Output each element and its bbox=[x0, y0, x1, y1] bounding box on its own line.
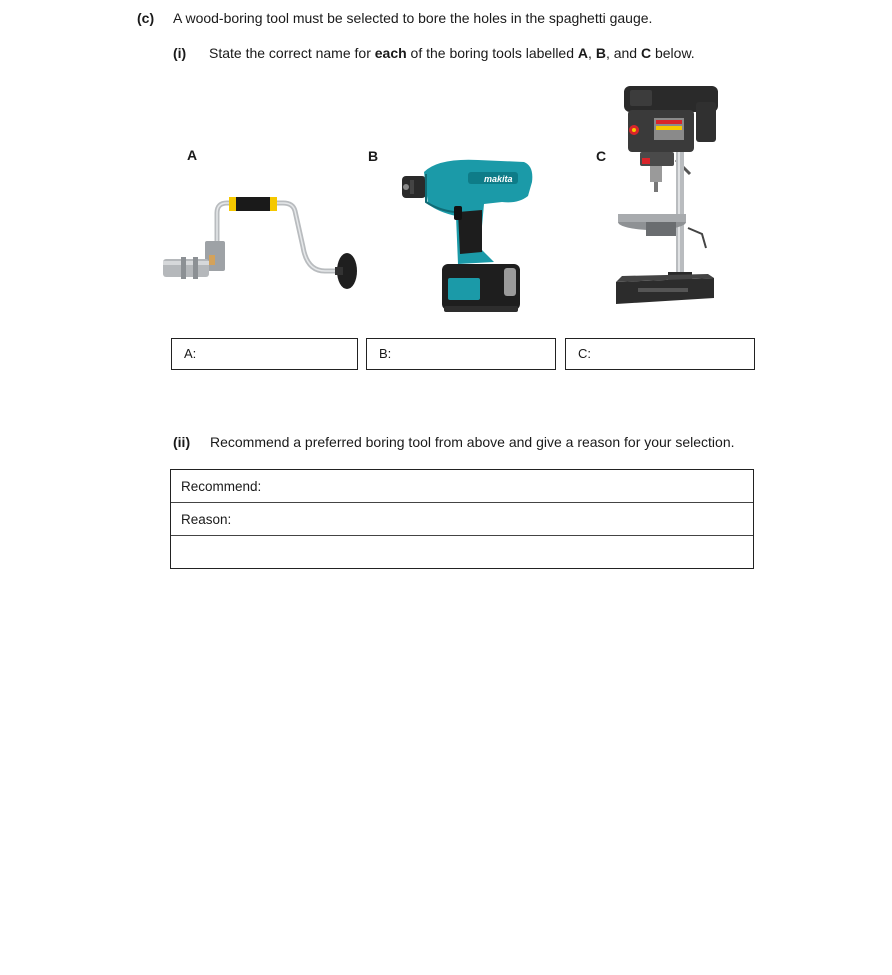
brace-drill-image bbox=[155, 185, 370, 295]
tool-a-label: A bbox=[187, 147, 198, 163]
reason-continuation-row[interactable] bbox=[171, 536, 753, 569]
question-i-text-mid: of the boring tools labelled bbox=[406, 45, 578, 61]
answer-box-c[interactable] bbox=[565, 338, 755, 370]
cordless-drill-image bbox=[398, 152, 538, 322]
question-i-sep2: , and bbox=[605, 45, 641, 61]
question-c-text: A wood-boring tool must be selected to bore the holes in the spaghetti gauge. bbox=[173, 10, 653, 26]
question-i-c: C bbox=[640, 45, 652, 61]
answer-b-label: B: bbox=[379, 346, 392, 361]
answer-box-a[interactable] bbox=[171, 338, 358, 370]
question-ii-label: (ii) bbox=[173, 434, 191, 450]
question-ii-text: Recommend a preferred boring tool from above and give a reason for your selection. bbox=[210, 434, 735, 450]
question-i-each: each bbox=[374, 45, 407, 61]
question-i-text-after: below. bbox=[651, 45, 695, 61]
question-i-text bbox=[209, 45, 695, 61]
answer-a-label: A: bbox=[184, 346, 197, 361]
recommendation-table bbox=[170, 469, 754, 569]
question-i-sep1: , bbox=[588, 45, 596, 61]
drill-press-image bbox=[610, 82, 722, 314]
tool-b-label: B bbox=[368, 148, 379, 164]
recommend-label: Recommend: bbox=[181, 479, 262, 494]
question-i-text-before: State the correct name for bbox=[209, 45, 375, 61]
question-c-label: (c) bbox=[137, 10, 155, 26]
drill-brand-text: makita bbox=[484, 174, 513, 184]
question-i-b: B bbox=[595, 45, 606, 61]
answer-box-b[interactable] bbox=[366, 338, 556, 370]
question-i-a: A bbox=[577, 45, 589, 61]
tool-c-label: C bbox=[596, 148, 607, 164]
reason-row[interactable] bbox=[171, 503, 753, 536]
recommend-row[interactable] bbox=[171, 470, 753, 503]
question-i-label: (i) bbox=[173, 45, 187, 61]
reason-label: Reason: bbox=[181, 512, 232, 527]
answer-c-label: C: bbox=[578, 346, 591, 361]
